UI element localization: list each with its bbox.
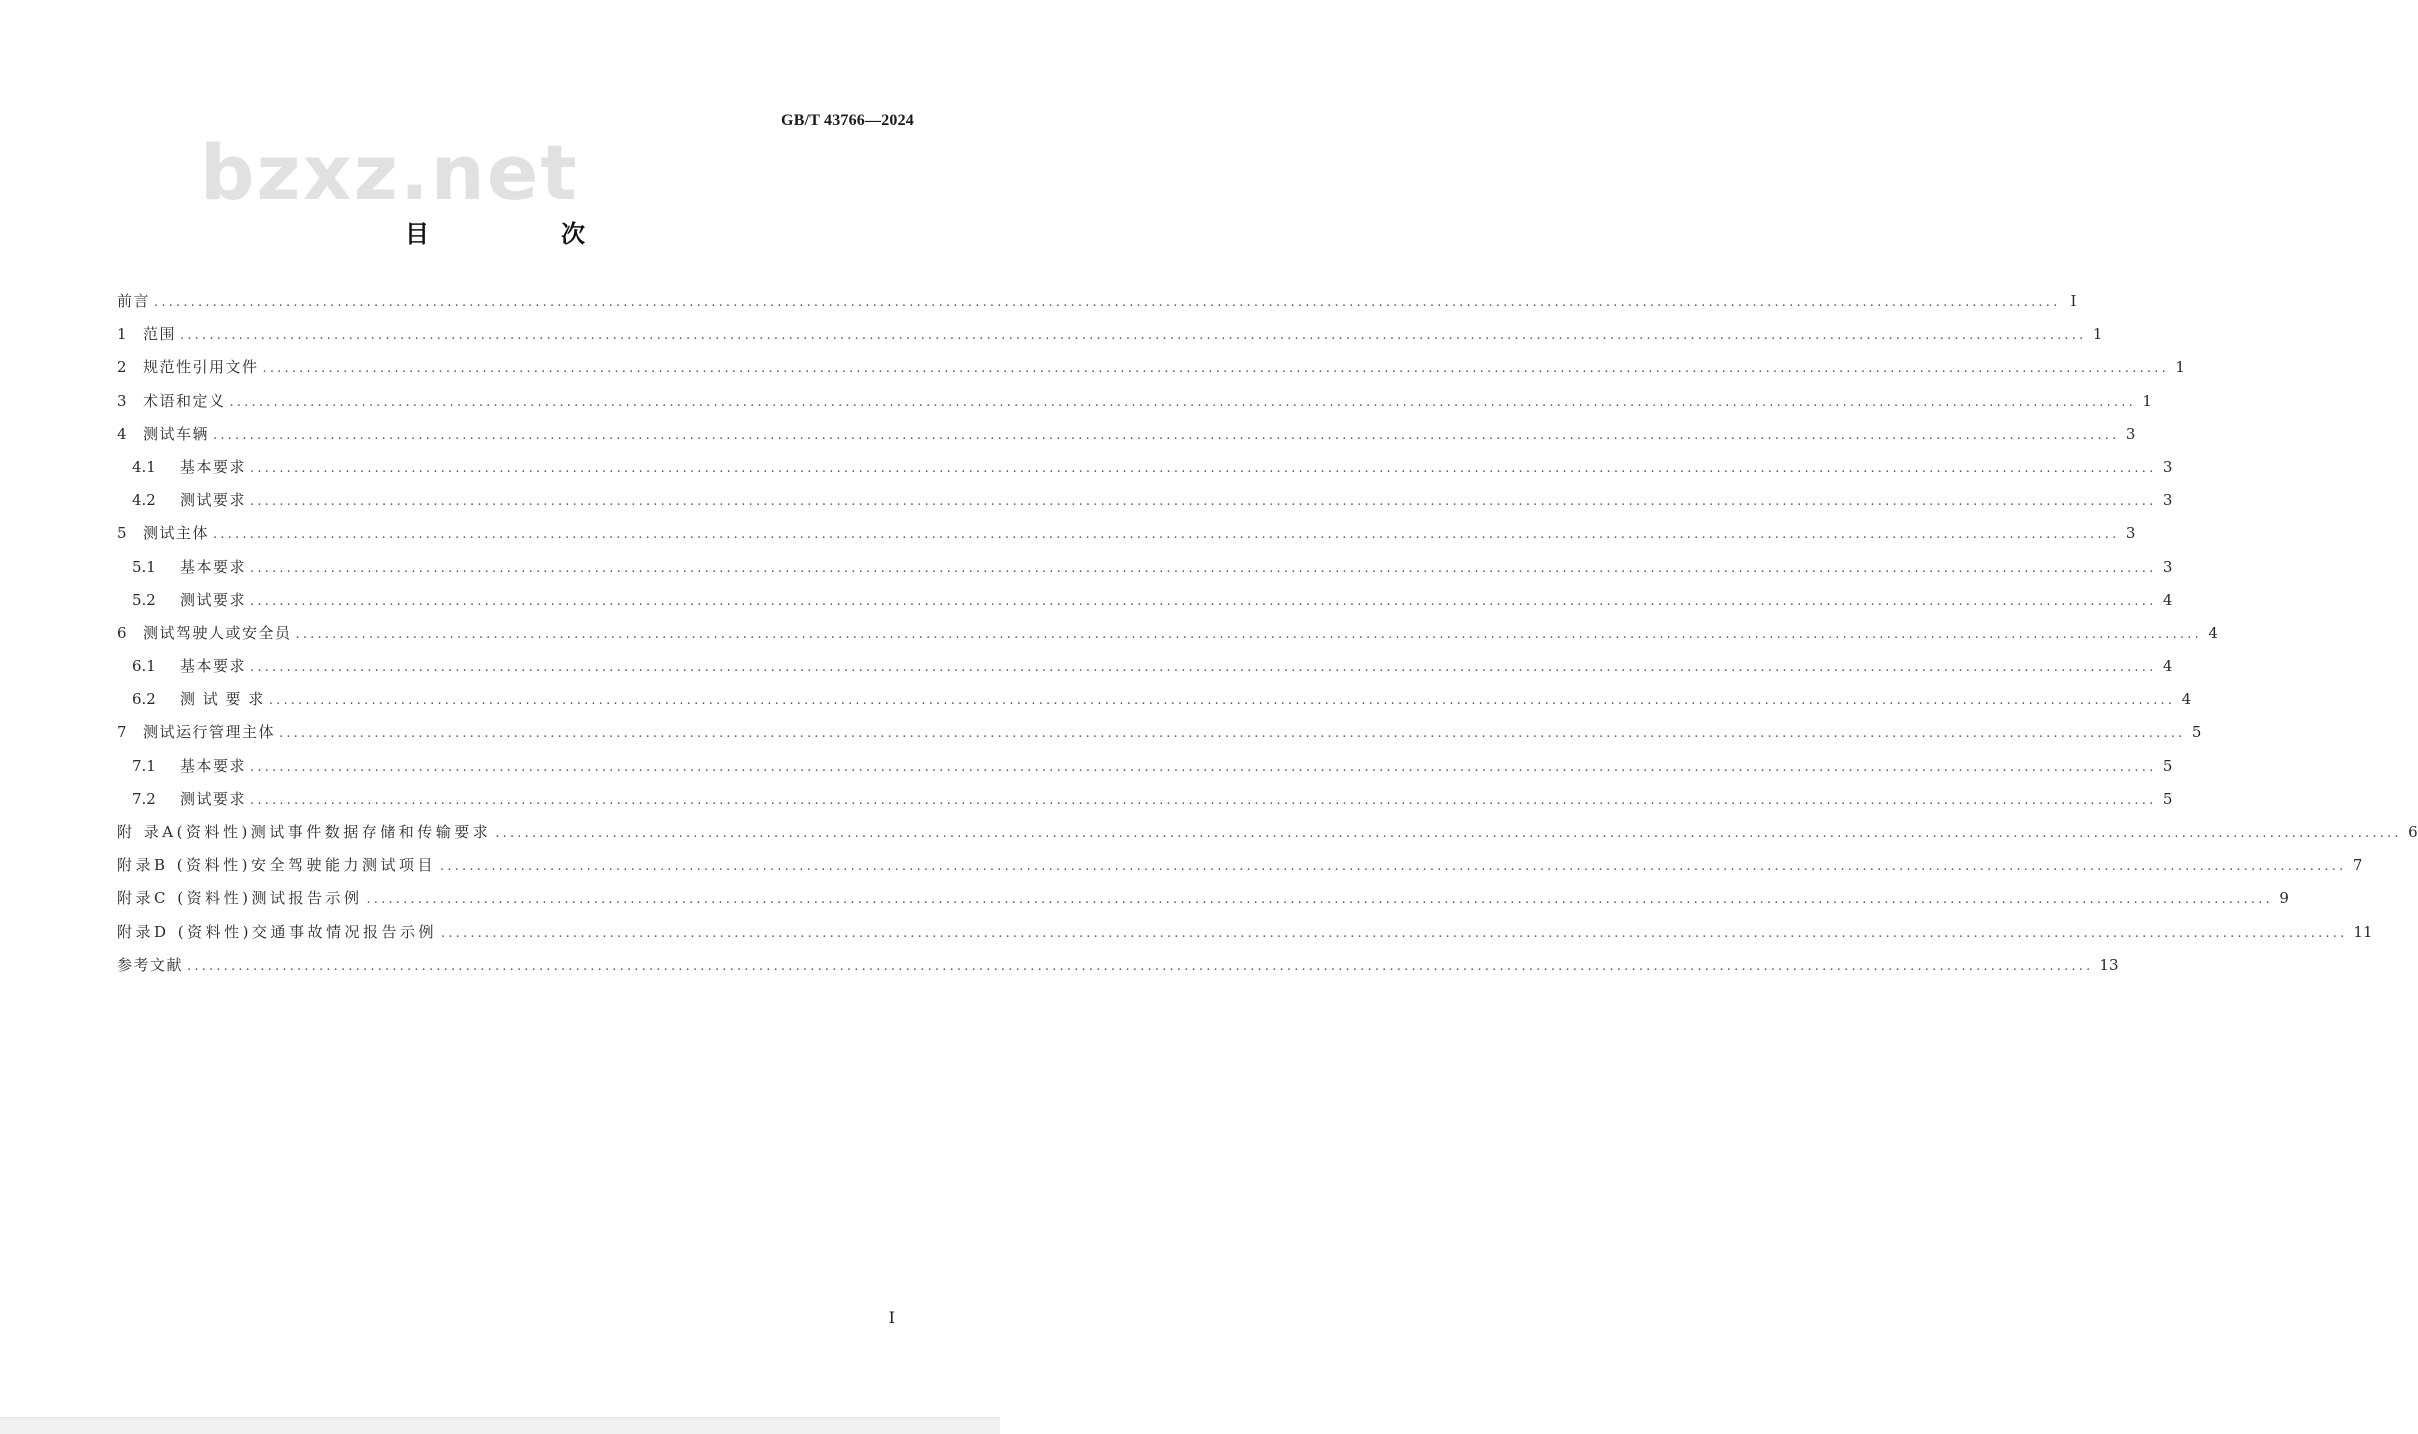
toc-entry[interactable] <box>117 954 2119 987</box>
toc-entry-number: 5.2 <box>132 590 156 609</box>
toc-entry[interactable] <box>117 821 2418 854</box>
toc-entry[interactable] <box>117 522 2136 555</box>
toc-dot-leader: .................................................................................................................................................................................................................................................................... <box>250 759 2157 775</box>
toc-entry[interactable] <box>117 323 2103 356</box>
toc-entry-page: 5 <box>2162 789 2173 808</box>
toc-entry-title: 测试要求 <box>180 789 247 808</box>
toc-entry-title: 术语和定义 <box>143 391 226 410</box>
toc-dot-leader: .................................................................................................................................................................................................................................................................... <box>295 626 2202 642</box>
toc-entry-number: 7.2 <box>132 789 156 808</box>
toc-dot-leader: .................................................................................................................................................................................................................................................................... <box>250 660 2157 676</box>
toc-entry-title: 参考文献 <box>117 955 184 974</box>
toc-entry-page: 9 <box>2279 889 2289 908</box>
toc-entry-number: 6.2 <box>132 690 156 709</box>
toc-entry[interactable] <box>117 489 2173 522</box>
watermark-text: bzxz.net <box>200 128 579 217</box>
toc-entry-title: 基本要求 <box>180 756 247 775</box>
toc-entry-title: 测试要求 <box>180 491 247 510</box>
toc-entry-page: 4 <box>2162 590 2173 609</box>
toc-entry-page: 3 <box>2162 557 2173 576</box>
toc-dot-leader: .................................................................................................................................................................................................................................................................... <box>213 427 2120 443</box>
toc-entry[interactable] <box>117 887 2289 920</box>
toc-dot-leader: .................................................................................................................................................................................................................................................................... <box>250 494 2157 510</box>
toc-dot-leader: .................................................................................................................................................................................................................................................................... <box>495 826 2402 841</box>
toc-entry-title: 测试要求 <box>180 590 247 609</box>
toc-dot-leader: .................................................................................................................................................................................................................................................................... <box>187 958 2094 974</box>
toc-entry-page: 1 <box>2142 391 2152 410</box>
toc-entry-page: 4 <box>2162 657 2173 676</box>
toc-entry-title: 测试运行管理主体 <box>143 723 276 742</box>
toc-entry-title: 基本要求 <box>180 457 247 476</box>
toc-entry-number: 4.2 <box>132 491 156 510</box>
toc-entry-title: 附录B (资料性)安全驾驶能力测试项目 <box>117 856 436 875</box>
toc-dot-leader: .................................................................................................................................................................................................................................................................... <box>250 560 2157 576</box>
toc-entry-number: 5 <box>117 524 127 543</box>
toc-entry[interactable] <box>117 290 2077 323</box>
toc-entry-number: 5.1 <box>132 557 156 576</box>
toc-entry-page: 3 <box>2162 491 2173 510</box>
toc-entry-number: 3 <box>117 391 127 410</box>
toc-entry-page: 7 <box>2352 856 2363 875</box>
toc-entry-title: 基本要求 <box>180 557 247 576</box>
toc-entry-title: 前言 <box>117 292 151 310</box>
toc-entry-number: 7 <box>117 723 127 742</box>
toc-entry-title: 规范性引用文件 <box>143 358 259 377</box>
toc-entry-number: 7.1 <box>132 756 156 775</box>
toc-entry[interactable] <box>117 556 2173 589</box>
toc-entry-title: 测 试 要 求 <box>180 690 265 709</box>
toc-entry[interactable] <box>117 921 2373 954</box>
toc-entry-number: 1 <box>117 325 127 344</box>
toc-entry-title: 基本要求 <box>180 657 247 676</box>
toc-dot-leader: .................................................................................................................................................................................................................................................................... <box>250 792 2157 808</box>
toc-entry-page: 5 <box>2162 756 2173 775</box>
toc-entry-page: 5 <box>2191 723 2202 742</box>
toc-entry-page: 1 <box>2092 325 2103 344</box>
toc-entry[interactable] <box>117 356 2185 389</box>
toc-entry-title: 附 录A(资料性)测试事件数据存储和传输要求 <box>117 823 492 841</box>
toc-entry-number: 2 <box>117 358 127 377</box>
page-number: I <box>888 1308 895 1327</box>
toc-entry-page: 4 <box>2208 623 2218 642</box>
toc-entry[interactable] <box>117 655 2173 688</box>
toc-entry[interactable] <box>117 589 2173 622</box>
toc-entry-page: 6 <box>2408 823 2418 841</box>
toc-entry[interactable] <box>117 854 2363 887</box>
toc-entry[interactable] <box>117 788 2173 821</box>
toc-dot-leader: .................................................................................................................................................................................................................................................................... <box>213 527 2120 543</box>
toc-entry-title: 附录D (资料性)交通事故情况报告示例 <box>117 922 438 941</box>
toc-entry-number: 6 <box>117 623 127 642</box>
toc-entry-page: 3 <box>2125 524 2136 543</box>
toc-dot-leader: .................................................................................................................................................................................................................................................................... <box>268 693 2176 709</box>
toc-entry[interactable] <box>117 688 2192 721</box>
toc-entry-title: 测试驾驶人或安全员 <box>143 623 292 642</box>
toc-dot-leader: .................................................................................................................................................................................................................................................................... <box>279 726 2186 742</box>
toc-dot-leader: .................................................................................................................................................................................................................................................................... <box>250 593 2157 609</box>
toc-entry[interactable] <box>117 456 2173 489</box>
toc-entry-number: 4.1 <box>132 457 156 476</box>
toc-entry-page: 4 <box>2181 690 2192 709</box>
toc-entry-page: 3 <box>2125 424 2136 443</box>
standard-number: GB/T 43766—2024 <box>781 112 914 129</box>
toc-entry-title: 附录C (资料性)测试报告示例 <box>117 889 363 908</box>
toc-dot-leader: .................................................................................................................................................................................................................................................................... <box>180 328 2087 344</box>
toc-title: 目 次 <box>405 220 639 248</box>
toc-dot-leader: .................................................................................................................................................................................................................................................................... <box>262 361 2169 377</box>
toc-entry-page: 13 <box>2099 955 2119 974</box>
table-of-contents <box>117 290 2418 987</box>
toc-entry-title: 测试主体 <box>143 524 210 543</box>
toc-entry-page: 3 <box>2162 457 2173 476</box>
toc-entry-page: 1 <box>2175 358 2185 377</box>
toc-entry[interactable] <box>117 622 2218 655</box>
toc-dot-leader: .................................................................................................................................................................................................................................................................... <box>154 295 2061 310</box>
toc-dot-leader: .................................................................................................................................................................................................................................................................... <box>250 460 2157 476</box>
toc-dot-leader: .................................................................................................................................................................................................................................................................... <box>229 394 2136 410</box>
toc-entry[interactable] <box>117 423 2136 456</box>
toc-dot-leader: .................................................................................................................................................................................................................................................................... <box>440 859 2347 875</box>
viewer-bottom-strip <box>0 1417 1000 1434</box>
toc-entry-page: 11 <box>2353 922 2373 941</box>
toc-entry-page: I <box>2070 292 2077 310</box>
toc-entry-number: 4 <box>117 424 127 443</box>
toc-entry[interactable] <box>117 755 2173 788</box>
toc-entry[interactable] <box>117 390 2152 423</box>
toc-dot-leader: .................................................................................................................................................................................................................................................................... <box>441 925 2348 941</box>
toc-dot-leader: .................................................................................................................................................................................................................................................................... <box>366 892 2273 908</box>
toc-entry-title: 范围 <box>143 325 177 344</box>
toc-entry-number: 6.1 <box>132 657 156 676</box>
toc-entry[interactable] <box>117 721 2202 754</box>
toc-entry-title: 测试车辆 <box>143 424 210 443</box>
